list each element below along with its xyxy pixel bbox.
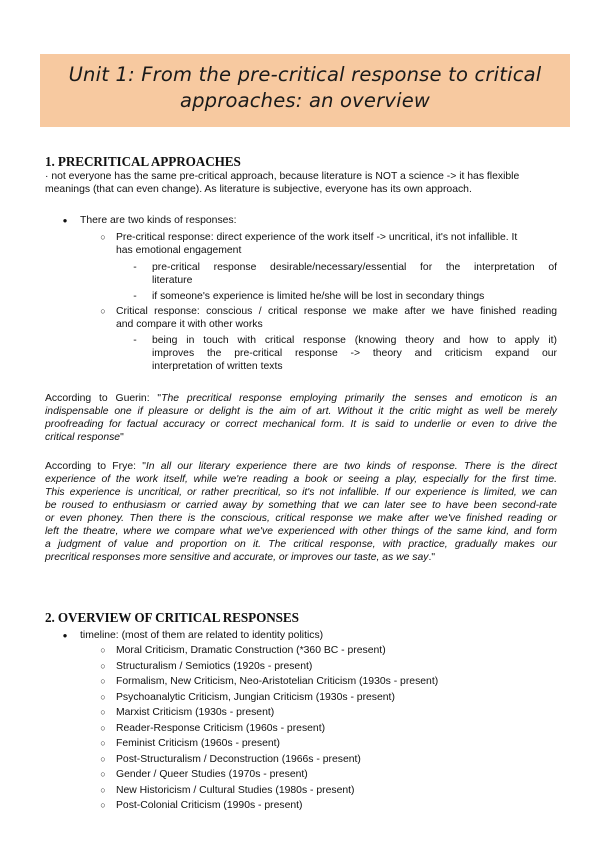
dash-bullet-marker: - [133, 335, 137, 346]
quote-line: proofreading for factual accuracy or correct mechanical form. It is said to underlie or even to drive the [45, 419, 557, 430]
timeline-item-text: Reader-Response Criticism (1960s - present) [116, 722, 326, 734]
timeline-item-text: Gender / Queer Studies (1970s - present) [116, 769, 308, 780]
title-line-2: approaches: an overview [179, 89, 431, 112]
quote-line: experience of the work itself, while we're reading a book or seeing a play, especially for the first time. [45, 474, 557, 485]
quote-line [45, 551, 557, 564]
text-line: literature [152, 275, 193, 286]
bullet-text: There are two kinds of responses: [80, 215, 237, 226]
circle-bullet-marker: ○ [100, 232, 106, 242]
timeline-item-text: Moral Criticism, Dramatic Construction (*360 BC - present) [116, 645, 386, 656]
timeline-item-text: Post-Structuralism / Deconstruction (1966s - present) [116, 753, 361, 765]
circle-bullet-marker: ○ [100, 738, 106, 748]
quote-line: indispensable one if pleasure or delight is the aim of art. Without it the critic might as well be merely [45, 406, 557, 417]
quote-line: left the theatre, where we compare what we've experienced with other things of the same kind, and form [45, 526, 557, 537]
subbullet-text [116, 231, 557, 257]
text-line: and compare it with other works [116, 319, 263, 330]
timeline-item-text: Formalism, New Criticism, Neo-Aristotelian Criticism (1930s - present) [116, 676, 439, 687]
quote-line: This experience is uncritical, or rather precritical, so it's not infallible. If our experience is limited, we can [45, 487, 557, 498]
text-line: has emotional engagement [116, 245, 242, 256]
text-line: pre-critical response desirable/necessary/essential for the interpretation of [152, 262, 557, 273]
point-text [152, 261, 557, 287]
timeline-item-text: Psychoanalytic Criticism, Jungian Criticism (1930s - present) [116, 691, 395, 703]
circle-bullet-marker: ○ [100, 722, 106, 733]
text-line: interpretation of written texts [152, 361, 283, 372]
quote-text: critical response [45, 432, 121, 443]
intro-paragraph [45, 170, 557, 196]
circle-bullet-marker: ○ [100, 660, 106, 671]
quote-line: be roused to enthusiasm or carried away by something that we can later see to have been second-rate [45, 500, 557, 511]
quote-text: precritical responses more sensitive and accurate, or improves our taste, as we say [45, 552, 429, 563]
quote-close: ." [428, 552, 436, 563]
frye-quote [45, 460, 557, 564]
timeline-item-text: Marxist Criticism (1930s - present) [116, 707, 275, 718]
quote-text: The precritical response employing primarily the senses and emoticon is an [161, 393, 557, 404]
text-line: Critical response: conscious / critical response we make after we have finished reading [116, 306, 557, 317]
quote-lead-in: According to Guerin: " [45, 393, 162, 404]
dash-bullet-marker: - [133, 262, 137, 273]
timeline-item-text: Post-Colonial Criticism (1990s - present) [116, 800, 303, 811]
text-line: Pre-critical response: direct experience of the work itself -> uncritical, it's not infallible. It [116, 232, 518, 243]
timeline-item-text: Feminist Criticism (1960s - present) [116, 738, 280, 749]
quote-line: a judgment of value and proportion on it. The critical response, with practice, gradually makes our [45, 539, 557, 550]
circle-bullet-marker: ○ [100, 306, 106, 316]
text-line: being in touch with critical response (knowing theory and how to apply it) [152, 335, 557, 346]
point-text: if someone's experience is limited he/she will be lost in secondary things [152, 291, 485, 302]
circle-bullet-marker: ○ [100, 676, 106, 686]
quote-line: or even phoney. Then there is the conscious, critical response we make after we've finished reading or [45, 513, 557, 524]
section-heading-overview: 2. OVERVIEW OF CRITICAL RESPONSES [45, 610, 299, 625]
circle-bullet-marker: ○ [100, 645, 106, 655]
text-line: improves the pre-critical response -> theory and criticism expand our [152, 348, 557, 359]
point-text [152, 334, 557, 373]
quote-close: " [120, 432, 124, 443]
circle-bullet-marker: ○ [100, 753, 106, 764]
quote-lead-in: According to Frye: " [45, 461, 146, 472]
section-heading-precritical: 1. PRECRITICAL APPROACHES [45, 154, 241, 169]
quote-line [45, 392, 557, 405]
timeline-item-text: Structuralism / Semiotics (1920s - present) [116, 660, 313, 672]
intro-line: · not everyone has the same pre-critical approach, because literature is NOT a science -> it has flexible [45, 171, 520, 182]
subbullet-text [116, 305, 557, 331]
quote-line [45, 431, 557, 444]
circle-bullet-marker: ○ [100, 800, 106, 810]
circle-bullet-marker: ○ [100, 707, 106, 717]
quote-text: In all our literary experience there are two kinds of response. There is the direct [145, 461, 557, 472]
disc-bullet-marker: ● [62, 216, 68, 225]
circle-bullet-marker: ○ [100, 691, 106, 702]
dash-bullet-marker: - [133, 291, 137, 302]
circle-bullet-marker: ○ [100, 769, 106, 779]
disc-bullet-marker: ● [62, 631, 68, 640]
intro-line: meanings (that can even change). As literature is subjective, everyone has its own approach. [45, 184, 472, 195]
guerin-quote [45, 392, 557, 444]
timeline-item-text: New Historicism / Cultural Studies (1980s - present) [116, 784, 355, 796]
bullet-text: timeline: (most of them are related to identity politics) [80, 630, 324, 641]
title-line-1: Unit 1: From the pre-critical response to critical [68, 63, 542, 86]
circle-bullet-marker: ○ [100, 784, 106, 795]
quote-line [45, 460, 557, 473]
title-banner [40, 54, 570, 127]
